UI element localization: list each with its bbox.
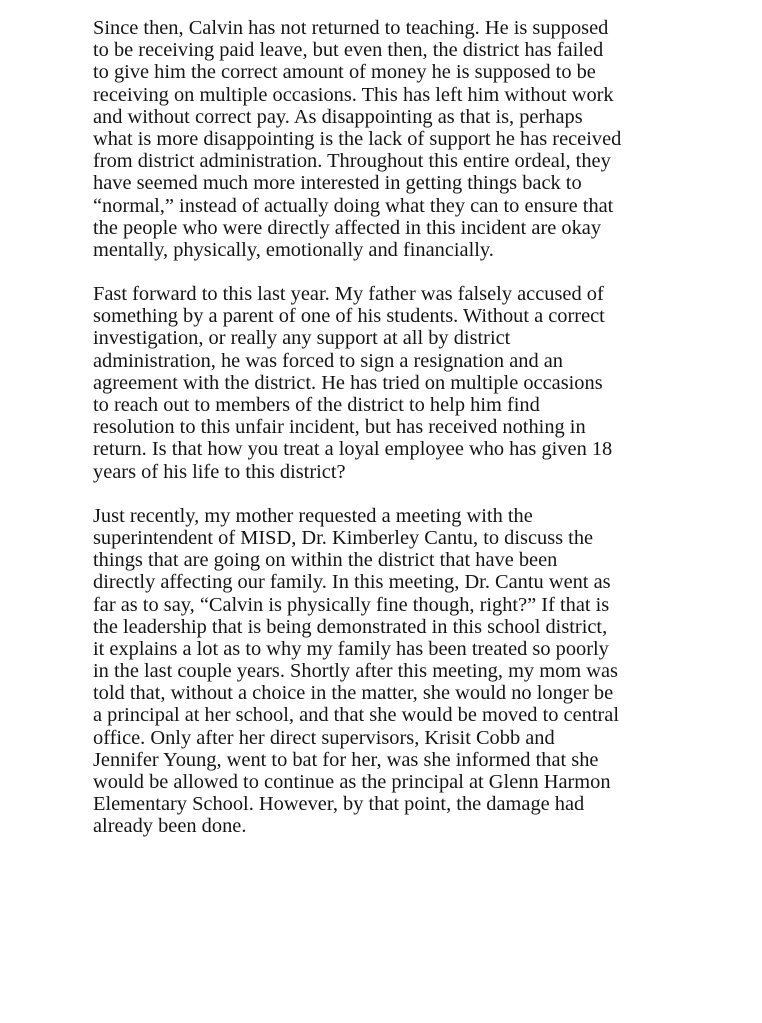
text-line: Fast forward to this last year. My father was falsely accused of	[93, 283, 604, 306]
text-line: to give him the correct amount of money he is supposed to be	[93, 61, 596, 84]
text-line: something by a parent of one of his students. Without a correct	[93, 305, 605, 328]
text-line: already been done.	[93, 815, 247, 838]
text-line: in the last couple years. Shortly after this meeting, my mom was	[93, 660, 618, 683]
text-line: it explains a lot as to why my family has been treated so poorly	[93, 637, 609, 660]
paragraph-calvin-leave	[93, 17, 693, 261]
paragraph-father-accused	[93, 283, 693, 483]
paragraph-spacer	[93, 261, 693, 283]
text-line: what is more disappointing is the lack of support he has received	[93, 127, 622, 150]
paragraph-spacer	[93, 483, 693, 505]
text-line: things that are going on within the district that have been	[93, 549, 558, 572]
text-line: far as to say, “Calvin is physically fine though, right?” If that is	[93, 593, 610, 616]
text-line: to be receiving paid leave, but even then, the district has failed	[93, 39, 604, 62]
text-line: to reach out to members of the district to help him find	[93, 394, 540, 416]
text-line: Just recently, my mother requested a meeting with the	[93, 504, 533, 527]
text-line: office. Only after her direct supervisors, Krisit Cobb and	[93, 726, 555, 749]
text-line: Jennifer Young, went to bat for her, was she informed that she	[93, 748, 599, 771]
letter-page	[93, 17, 693, 838]
text-line: and without correct pay. As disappointing as that is, perhaps	[93, 105, 583, 128]
text-line: Since then, Calvin has not returned to teaching. He is supposed	[93, 17, 609, 39]
text-line: investigation, or really any support at all by district	[93, 327, 511, 350]
text-line: a principal at her school, and that she would be moved to central	[93, 704, 620, 727]
text-line: return. Is that how you treat a loyal employee who has given 18	[93, 438, 613, 461]
text-line: directly affecting our family. In this meeting, Dr. Cantu went as	[93, 571, 611, 594]
text-line: have seemed much more interested in getting things back to	[93, 172, 582, 195]
paragraph-mother-meeting	[93, 505, 693, 838]
text-line: from district administration. Throughout this entire ordeal, they	[93, 150, 611, 173]
text-line: the people who were directly affected in this incident are okay	[93, 216, 602, 239]
text-line: mentally, physically, emotionally and financially.	[93, 238, 494, 261]
text-line: receiving on multiple occasions. This has left him without work	[93, 83, 614, 106]
text-line: years of his life to this district?	[93, 460, 346, 483]
text-line: administration, he was forced to sign a resignation and an	[93, 349, 563, 372]
text-line: told that, without a choice in the matter, she would no longer be	[93, 682, 614, 705]
text-line: “normal,” instead of actually doing what they can to ensure that	[93, 194, 614, 217]
text-line: would be allowed to continue as the principal at Glenn Harmon	[93, 771, 611, 793]
text-line: superintendent of MISD, Dr. Kimberley Cantu, to discuss the	[93, 526, 594, 549]
text-line: Elementary School. However, by that point, the damage had	[93, 793, 585, 816]
text-line: agreement with the district. He has tried on multiple occasions	[93, 371, 603, 394]
text-line: the leadership that is being demonstrated in this school district,	[93, 615, 608, 638]
text-line: resolution to this unfair incident, but has received nothing in	[93, 416, 586, 439]
